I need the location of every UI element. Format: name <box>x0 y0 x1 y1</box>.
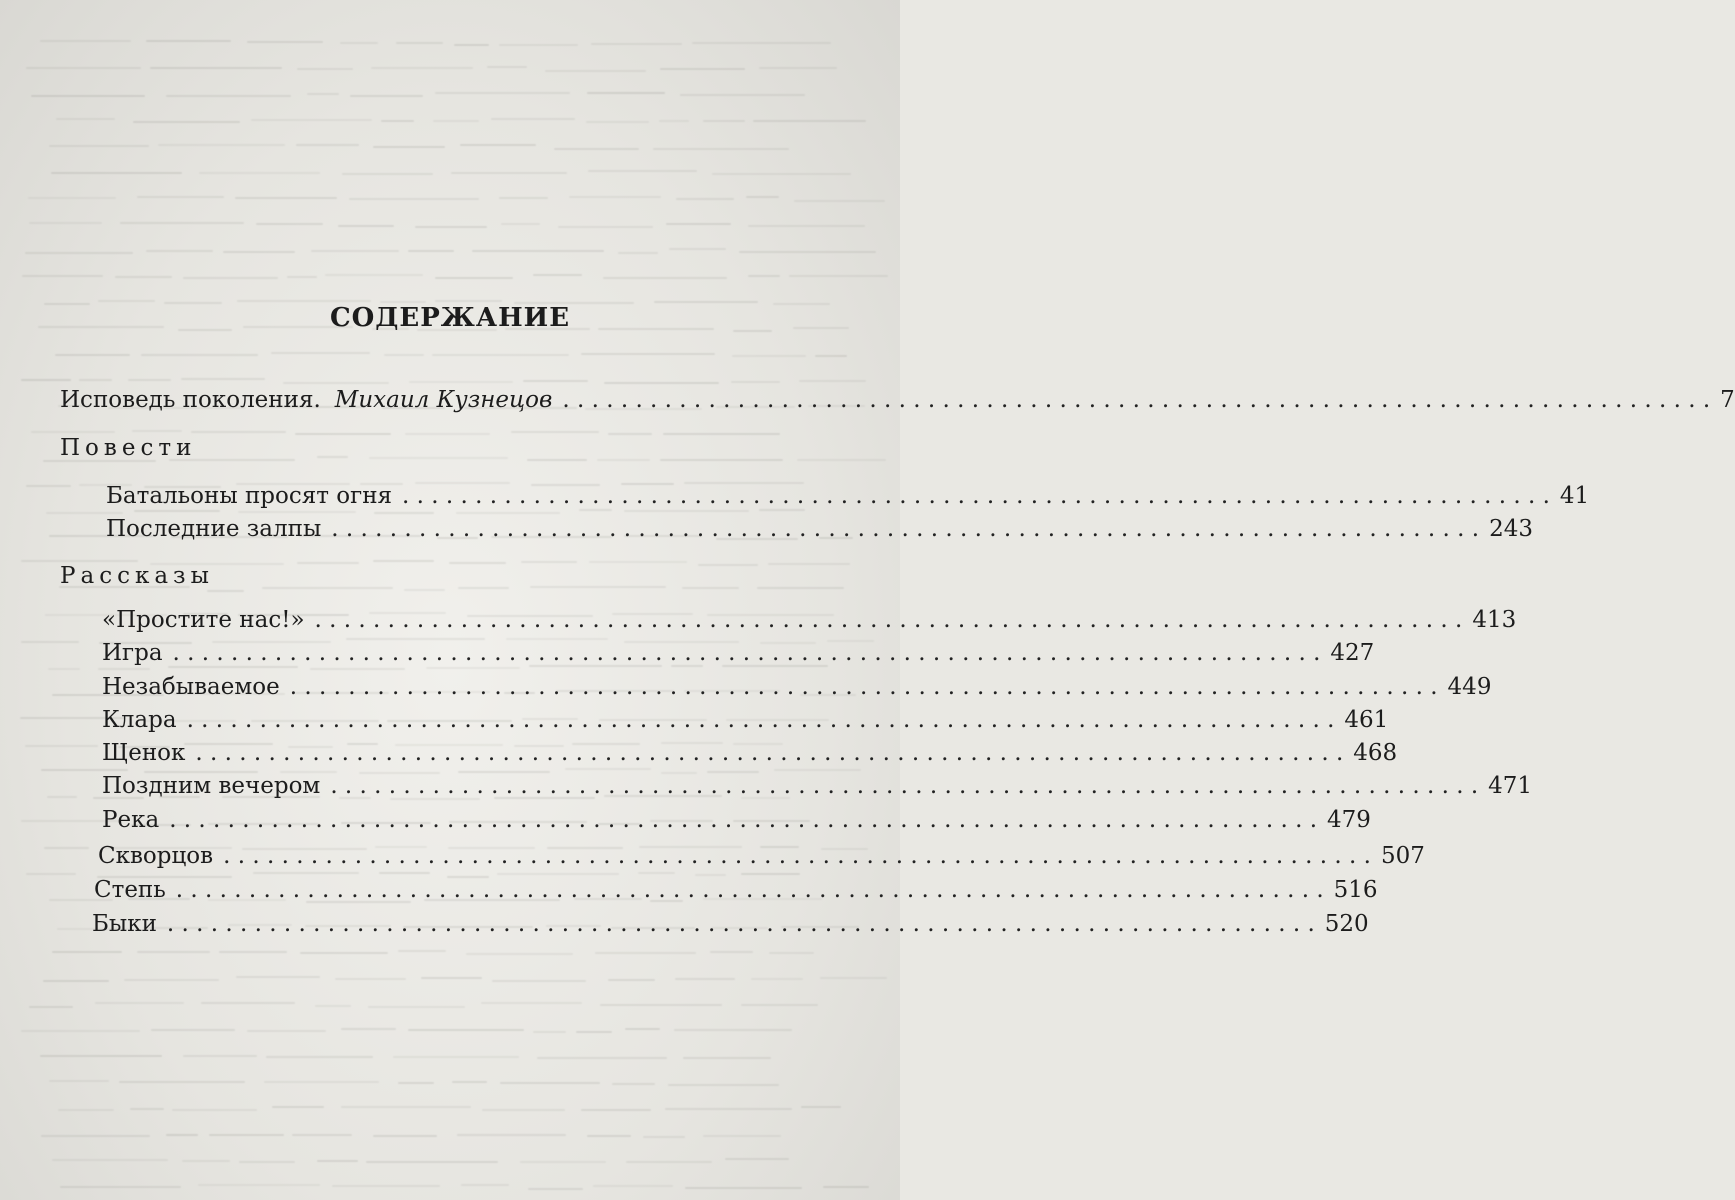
leader-dots: . . . . . . . . . . . . . . . . . . . . . . . . . . . . . . . . . . . . . . . . . . . . . . . . . . . . . . . . . . . . . . . . . . . . . . . . . . . . . . . <box>195 740 1344 766</box>
toc-entry-title: Река <box>102 807 160 833</box>
toc-entry <box>102 671 1492 703</box>
toc-entry-page: 461 <box>1344 707 1389 733</box>
leader-dots: . . . . . . . . . . . . . . . . . . . . . . . . . . . . . . . . . . . . . . . . . . . . . . . . . . . . . . . . . . . . . . . . . . . . . . . . . . . . . . . <box>172 640 1321 666</box>
section-heading-rasskazy: Рассказы <box>60 563 214 589</box>
toc-entry-title: Быки <box>92 911 157 937</box>
toc-entry-page: 468 <box>1353 740 1398 766</box>
toc-entry-title: «Простите нас!» <box>102 607 305 633</box>
toc-entry <box>102 704 1389 736</box>
toc-entry <box>102 637 1375 669</box>
section-heading-povesti: Повести <box>60 435 197 461</box>
toc-entry-title: Батальоны просят огня <box>106 483 393 509</box>
toc-entry-title: Степь <box>94 877 166 903</box>
leader-dots: . . . . . . . . . . . . . . . . . . . . . . . . . . . . . . . . . . . . . . . . . . . . . . . . . . . . . . . . . . . . . . . . . . . . . . . . . . . . . . . <box>175 877 1324 903</box>
leader-dots: . . . . . . . . . . . . . . . . . . . . . . . . . . . . . . . . . . . . . . . . . . . . . . . . . . . . . . . . . . . . . . . . . . . . . . . . . . . . . . . <box>330 773 1479 799</box>
toc-entry-page: 7 <box>1720 387 1735 413</box>
leader-dots: . . . . . . . . . . . . . . . . . . . . . . . . . . . . . . . . . . . . . . . . . . . . . . . . . . . . . . . . . . . . . . . . . . . . . . . . . . . . . . . <box>223 843 1371 869</box>
toc-entry <box>92 908 1369 940</box>
toc-entry-author: Михаил Кузнецов <box>334 387 553 413</box>
toc-entry-title: Щенок <box>102 740 186 766</box>
leader-dots: . . . . . . . . . . . . . . . . . . . . . . . . . . . . . . . . . . . . . . . . . . . . . . . . . . . . . . . . . . . . . . . . . . . . . . . . . . . . . . . <box>402 483 1550 509</box>
toc-entry <box>102 770 1533 802</box>
toc-entry <box>106 480 1590 512</box>
toc-entry-page: 507 <box>1380 843 1425 869</box>
contents-heading: СОДЕРЖАНИЕ <box>329 303 571 333</box>
toc-entry <box>102 804 1371 836</box>
toc-entry <box>106 513 1534 545</box>
toc-entry-page: 516 <box>1333 877 1378 903</box>
toc-entry-page: 41 <box>1559 483 1590 509</box>
toc-entry-page: 471 <box>1488 773 1533 799</box>
leader-dots: . . . . . . . . . . . . . . . . . . . . . . . . . . . . . . . . . . . . . . . . . . . . . . . . . . . . . . . . . . . . . . . . . . . . . . . . . . . . . . . <box>289 674 1438 700</box>
toc-entry-page: 520 <box>1324 911 1369 937</box>
leader-dots: . . . . . . . . . . . . . . . . . . . . . . . . . . . . . . . . . . . . . . . . . . . . . . . . . . . . . . . . . . . . . . . . . . . . . . . . . . . . . . . <box>169 807 1318 833</box>
toc-entry-title: Исповедь поколения. <box>60 387 321 413</box>
toc-entry-intro <box>60 384 1735 416</box>
toc-entry-page: 479 <box>1327 807 1371 833</box>
toc-entry <box>98 840 1425 872</box>
toc-entry-page: 243 <box>1489 516 1534 542</box>
toc-entry-page: 413 <box>1472 607 1517 633</box>
toc-entry-title: Скворцов <box>98 843 214 869</box>
leader-dots: . . . . . . . . . . . . . . . . . . . . . . . . . . . . . . . . . . . . . . . . . . . . . . . . . . . . . . . . . . . . . . . . . . . . . . . . . . . . . . . <box>314 607 1463 633</box>
toc-entry-page: 449 <box>1447 674 1492 700</box>
toc-entry-title: Незабываемое <box>102 674 280 700</box>
toc-entry-title: Последние залпы <box>106 516 322 542</box>
leader-dots: . . . . . . . . . . . . . . . . . . . . . . . . . . . . . . . . . . . . . . . . . . . . . . . . . . . . . . . . . . . . . . . . . . . . . . . . . . . . . . . <box>562 387 1711 413</box>
toc-entry-title: Клара <box>102 707 177 733</box>
toc-entry <box>94 874 1378 906</box>
toc-entry-page: 427 <box>1330 640 1375 666</box>
leader-dots: . . . . . . . . . . . . . . . . . . . . . . . . . . . . . . . . . . . . . . . . . . . . . . . . . . . . . . . . . . . . . . . . . . . . . . . . . . . . . . . <box>331 516 1480 542</box>
toc-entry-title: Поздним вечером <box>102 773 321 799</box>
leader-dots: . . . . . . . . . . . . . . . . . . . . . . . . . . . . . . . . . . . . . . . . . . . . . . . . . . . . . . . . . . . . . . . . . . . . . . . . . . . . . . . <box>166 911 1315 937</box>
toc-entry <box>102 737 1398 769</box>
leader-dots: . . . . . . . . . . . . . . . . . . . . . . . . . . . . . . . . . . . . . . . . . . . . . . . . . . . . . . . . . . . . . . . . . . . . . . . . . . . . . . . <box>186 707 1335 733</box>
toc-entry <box>102 604 1517 636</box>
toc-entry-title: Игра <box>102 640 163 666</box>
